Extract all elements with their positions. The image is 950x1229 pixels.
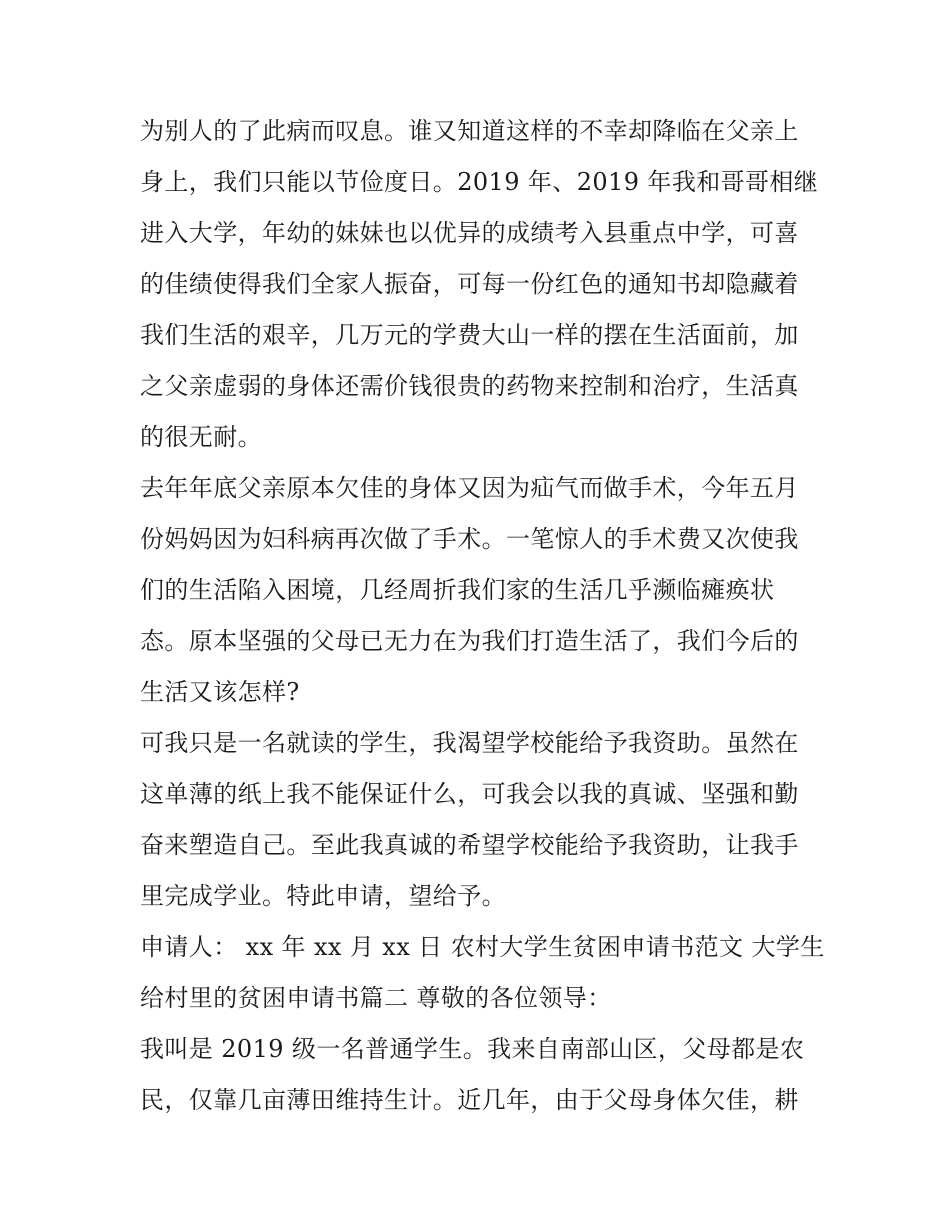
text-line: 身上，我们只能以节俭度日。2019 年、2019 年我和哥哥相继 [140, 168, 819, 196]
text-line: 我叫是 2019 级一名普通学生。我来自南部山区，父母都是农 [140, 1035, 805, 1063]
text-line: 进入大学，年幼的妹妹也以优异的成绩考入县重点中学，可喜 [140, 219, 799, 247]
document-body [140, 106, 825, 1126]
text-line: 可我只是一名就读的学生，我渴望学校能给予我资助。虽然在 [140, 729, 799, 757]
text-line: 我们生活的艰辛，几万元的学费大山一样的摆在生活面前，加 [140, 321, 799, 349]
text-line: 的佳绩使得我们全家人振奋，可每一份红色的通知书却隐藏着 [140, 270, 799, 298]
text-line: 之父亲虚弱的身体还需价钱很贵的药物来控制和治疗，生活真 [140, 372, 799, 400]
text-line: 生活又该怎样? [140, 678, 300, 706]
text-line: 奋来塑造自己。至此我真诚的希望学校能给予我资助，让我手 [140, 831, 799, 859]
text-line: 份妈妈因为妇科病再次做了手术。一笔惊人的手术费又次使我 [140, 525, 799, 553]
text-line: 民，仅靠几亩薄田维持生计。近几年，由于父母身体欠佳，耕 [140, 1086, 799, 1114]
text-line: 的很无耐。 [140, 423, 262, 451]
text-line: 申请人： xx 年 xx 月 xx 日 农村大学生贫困申请书范文 大学生 [140, 933, 825, 961]
text-line: 这单薄的纸上我不能保证什么，可我会以我的真诚、坚强和勤 [140, 780, 799, 808]
text-line: 给村里的贫困申请书篇二 尊敬的各位领导： [140, 984, 612, 1012]
text-line: 去年年底父亲原本欠佳的身体又因为疝气而做手术，今年五月 [140, 474, 799, 502]
text-line: 为别人的了此病而叹息。谁又知道这样的不幸却降临在父亲上 [140, 117, 799, 145]
text-line: 们的生活陷入困境，几经周折我们家的生活几乎濒临瘫痪状 [140, 576, 775, 604]
text-line: 态。原本坚强的父母已无力在为我们打造生活了，我们今后的 [140, 627, 799, 655]
text-line: 里完成学业。特此申请，望给予。 [140, 882, 506, 910]
